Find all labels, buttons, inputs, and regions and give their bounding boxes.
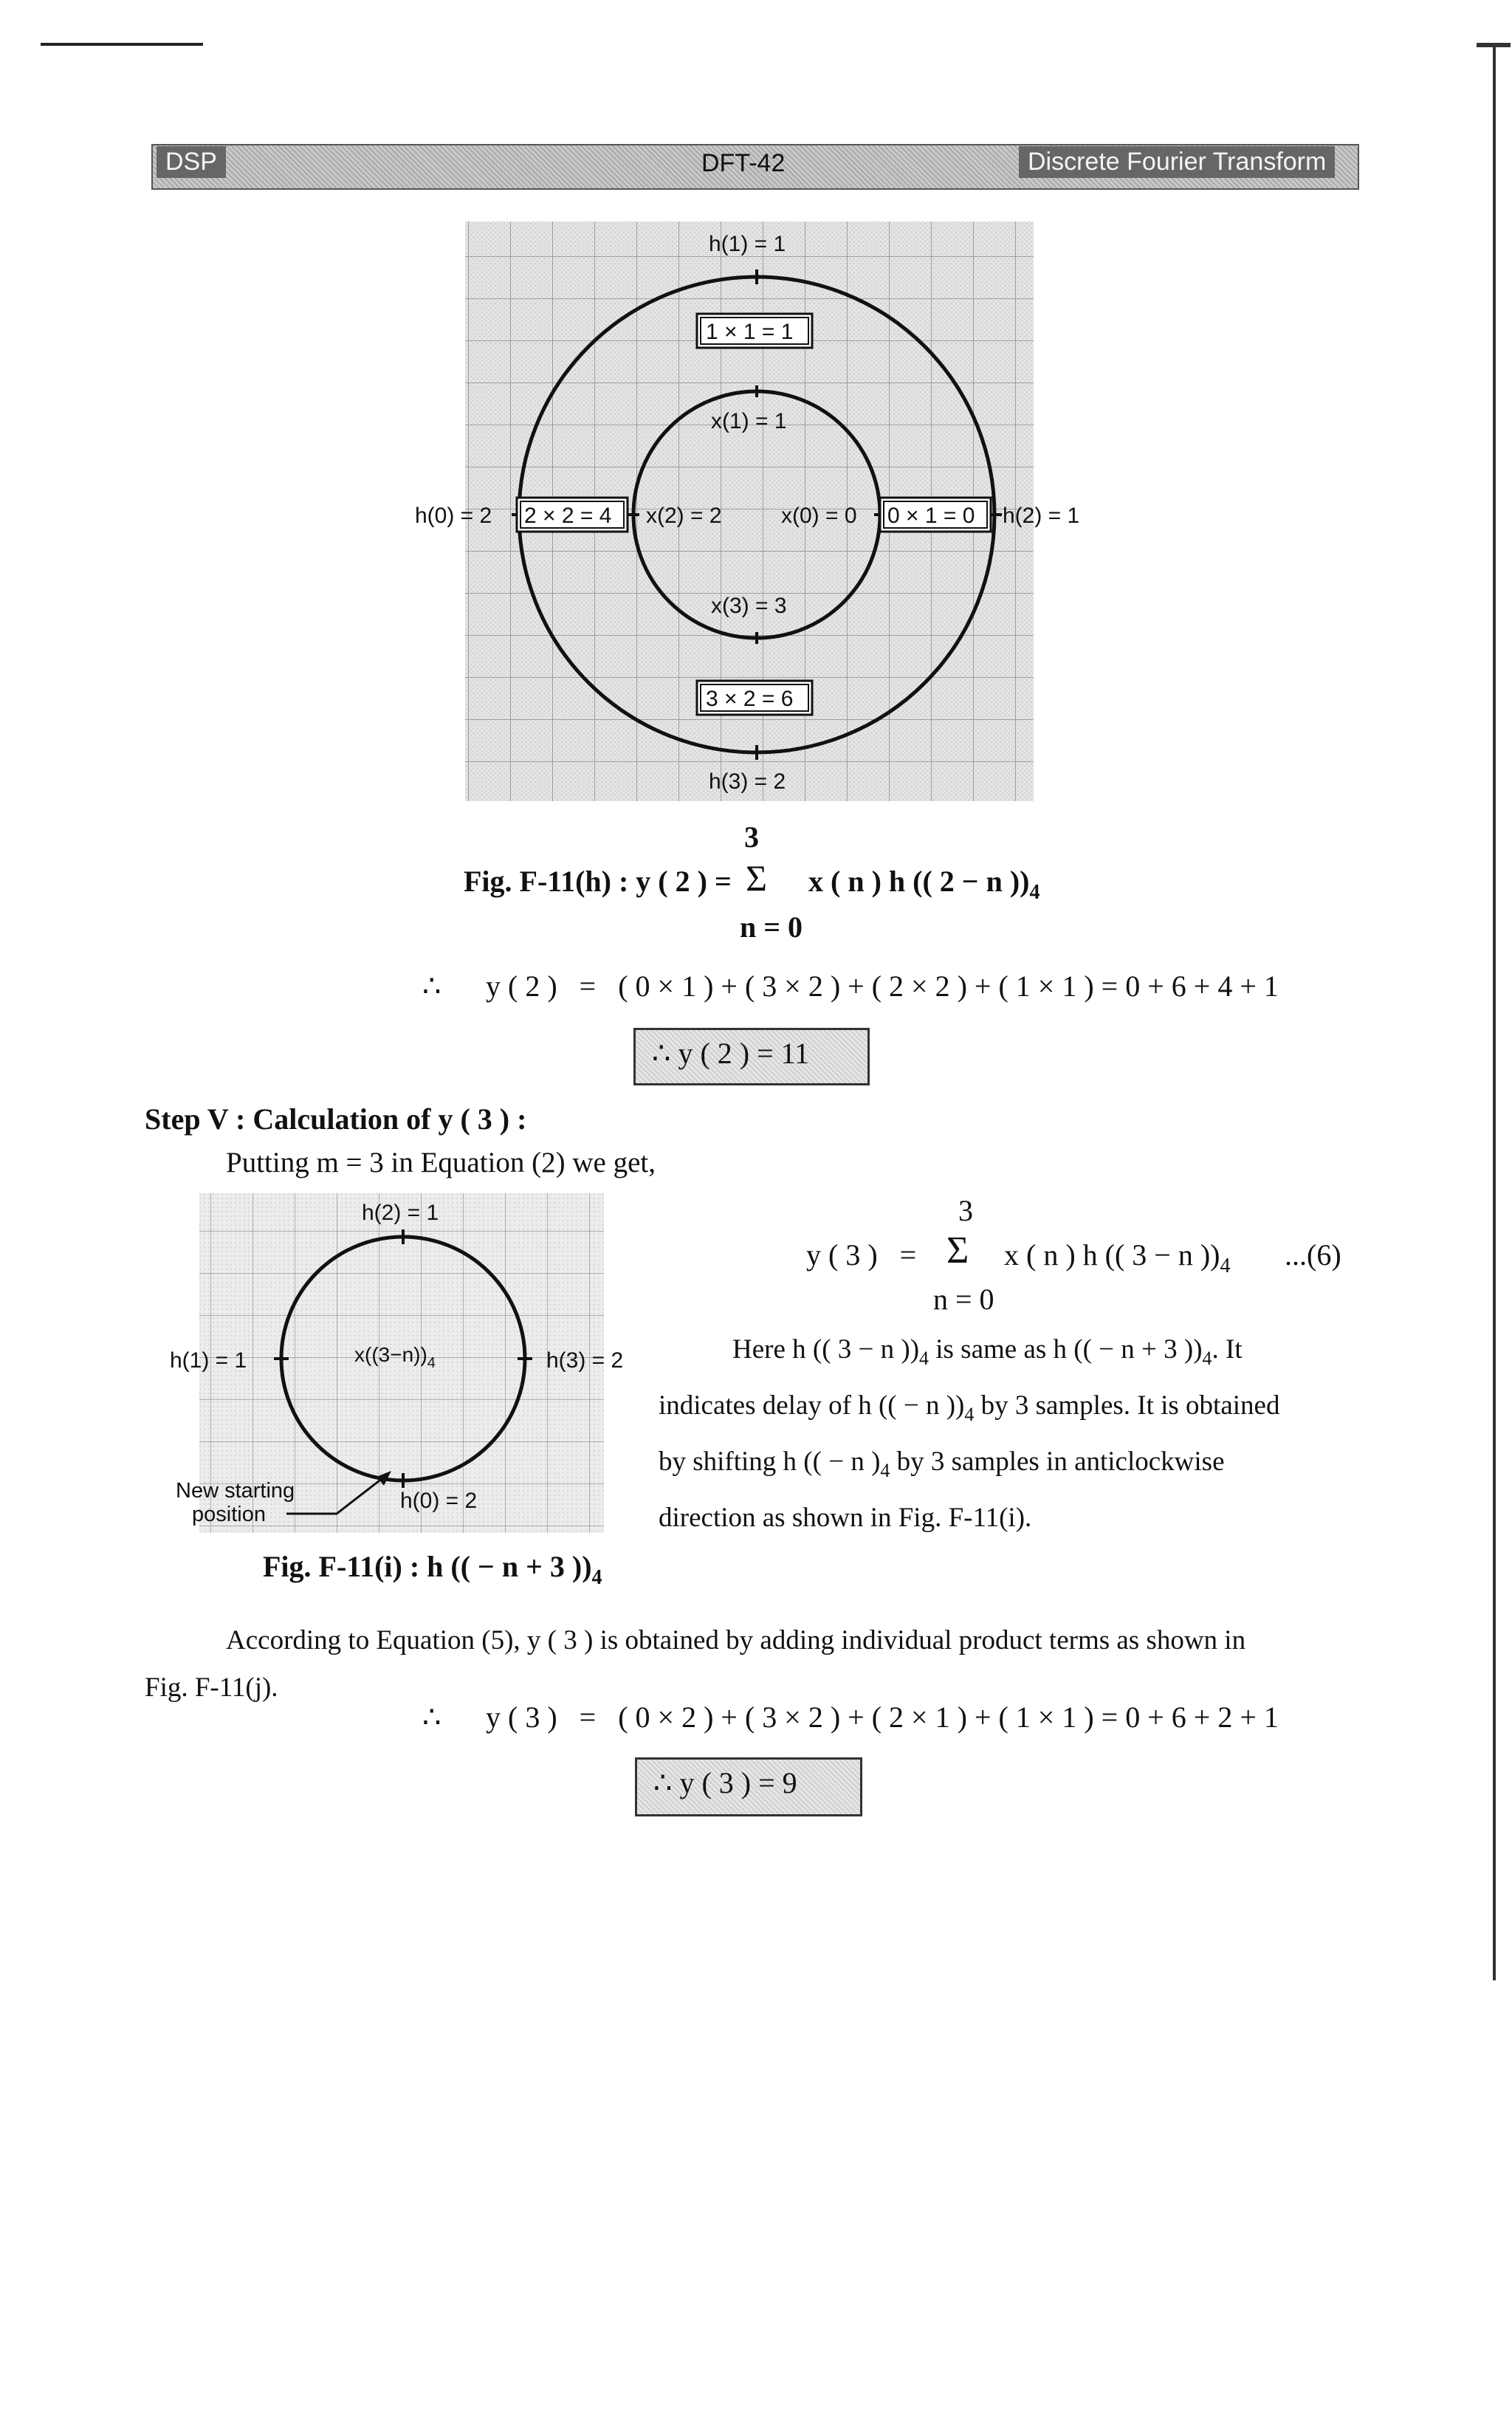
eq6-number: ...(6) <box>1285 1238 1341 1272</box>
eq-y2-expansion: y ( 2 ) = ( 0 × 1 ) + ( 3 × 2 ) + ( 2 × 2 ) + ( 1 × 1 ) = 0 + 6 + 4 + 1 <box>486 970 1279 1003</box>
label-h3: h(3) = 2 <box>546 1348 624 1373</box>
eq-y3-therefore: ∴ <box>422 1701 441 1734</box>
explanation-paragraph: Here h (( 3 − n ))$_4$ is same as h (( − n + 3 ))$_4$. It indicates delay of h (( − n ))$_4$ by 3 samples. It is obtained by shifting h (( − n )$_4$ by 3 samples in anticlockwise direction as shown in Fig. F-11(i). <box>659 1334 1280 1534</box>
figure-f11i <box>168 1189 626 1536</box>
label-h0: h(0) = 2 <box>400 1489 478 1513</box>
result-box-y2: ∴ y ( 2 ) = 11 <box>633 1028 870 1085</box>
label-h2: h(2) = 1 <box>362 1201 439 1225</box>
product-top: 1 × 1 = 1 <box>706 320 794 344</box>
scan-right-rule <box>1493 46 1496 1980</box>
according-paragraph: According to Equation (5), y ( 3 ) is obtained by adding individual product terms as shown in Fig. F-11(j). <box>145 1625 1246 1703</box>
eq-y2-therefore: ∴ <box>422 970 441 1003</box>
figure-f11h <box>384 214 1122 820</box>
eq6-lhs: y ( 3 ) = <box>806 1238 917 1272</box>
header-right: Discrete Fourier Transform <box>1019 146 1335 178</box>
eq6-upper-limit: 3 <box>958 1194 973 1227</box>
scan-top-rule <box>41 43 203 46</box>
product-bottom: 3 × 2 = 6 <box>706 687 794 711</box>
label-x0: x(0) = 0 <box>781 504 857 528</box>
label-h2: h(2) = 1 <box>1003 504 1080 528</box>
step5-intro: Putting m = 3 in Equation (2) we get, <box>226 1147 656 1178</box>
caption-h-lhs: Fig. F-11(h) : y ( 2 ) = <box>464 865 732 898</box>
label-h1: h(1) = 1 <box>709 232 786 256</box>
label-h1: h(1) = 1 <box>170 1348 247 1373</box>
label-center: $x((3-n))_4$ <box>354 1343 436 1371</box>
caption-h-lower-limit: n = 0 <box>740 910 803 944</box>
label-h0: h(0) = 2 <box>415 504 492 528</box>
label-x3: x(3) = 3 <box>711 594 787 618</box>
eq6-rhs: x ( n ) h (( 3 − n ))$_4$ <box>1004 1238 1231 1277</box>
caption-h-rhs: x ( n ) h (( 2 − n ))$_4$ <box>808 865 1040 904</box>
result-box-y3: ∴ y ( 3 ) = 9 <box>635 1757 862 1816</box>
eq6-sigma: Σ <box>946 1229 969 1272</box>
header-page-number: DFT-42 <box>701 149 786 177</box>
label-h3: h(3) = 2 <box>709 769 786 794</box>
eq6-lower-limit: n = 0 <box>933 1283 994 1316</box>
eq-y3-expansion: y ( 3 ) = ( 0 × 2 ) + ( 3 × 2 ) + ( 2 × 1 ) + ( 1 × 1 ) = 0 + 6 + 2 + 1 <box>486 1701 1279 1734</box>
product-left: 2 × 2 = 4 <box>524 504 612 528</box>
step5-title: Step V : Calculation of y ( 3 ) : <box>145 1102 527 1136</box>
caption-fig-i: Fig. F-11(i) : h (( − n + 3 ))$_4$ <box>263 1550 602 1589</box>
product-right: 0 × 1 = 0 <box>887 504 975 528</box>
note-new-start-2: position <box>192 1503 266 1526</box>
note-new-start-1: New starting <box>176 1479 295 1503</box>
label-x1: x(1) = 1 <box>711 409 787 433</box>
label-x2: x(2) = 2 <box>646 504 722 528</box>
header-left: DSP <box>157 146 226 178</box>
caption-h-upper-limit: 3 <box>744 820 759 854</box>
caption-h-sigma: Σ <box>746 857 768 899</box>
